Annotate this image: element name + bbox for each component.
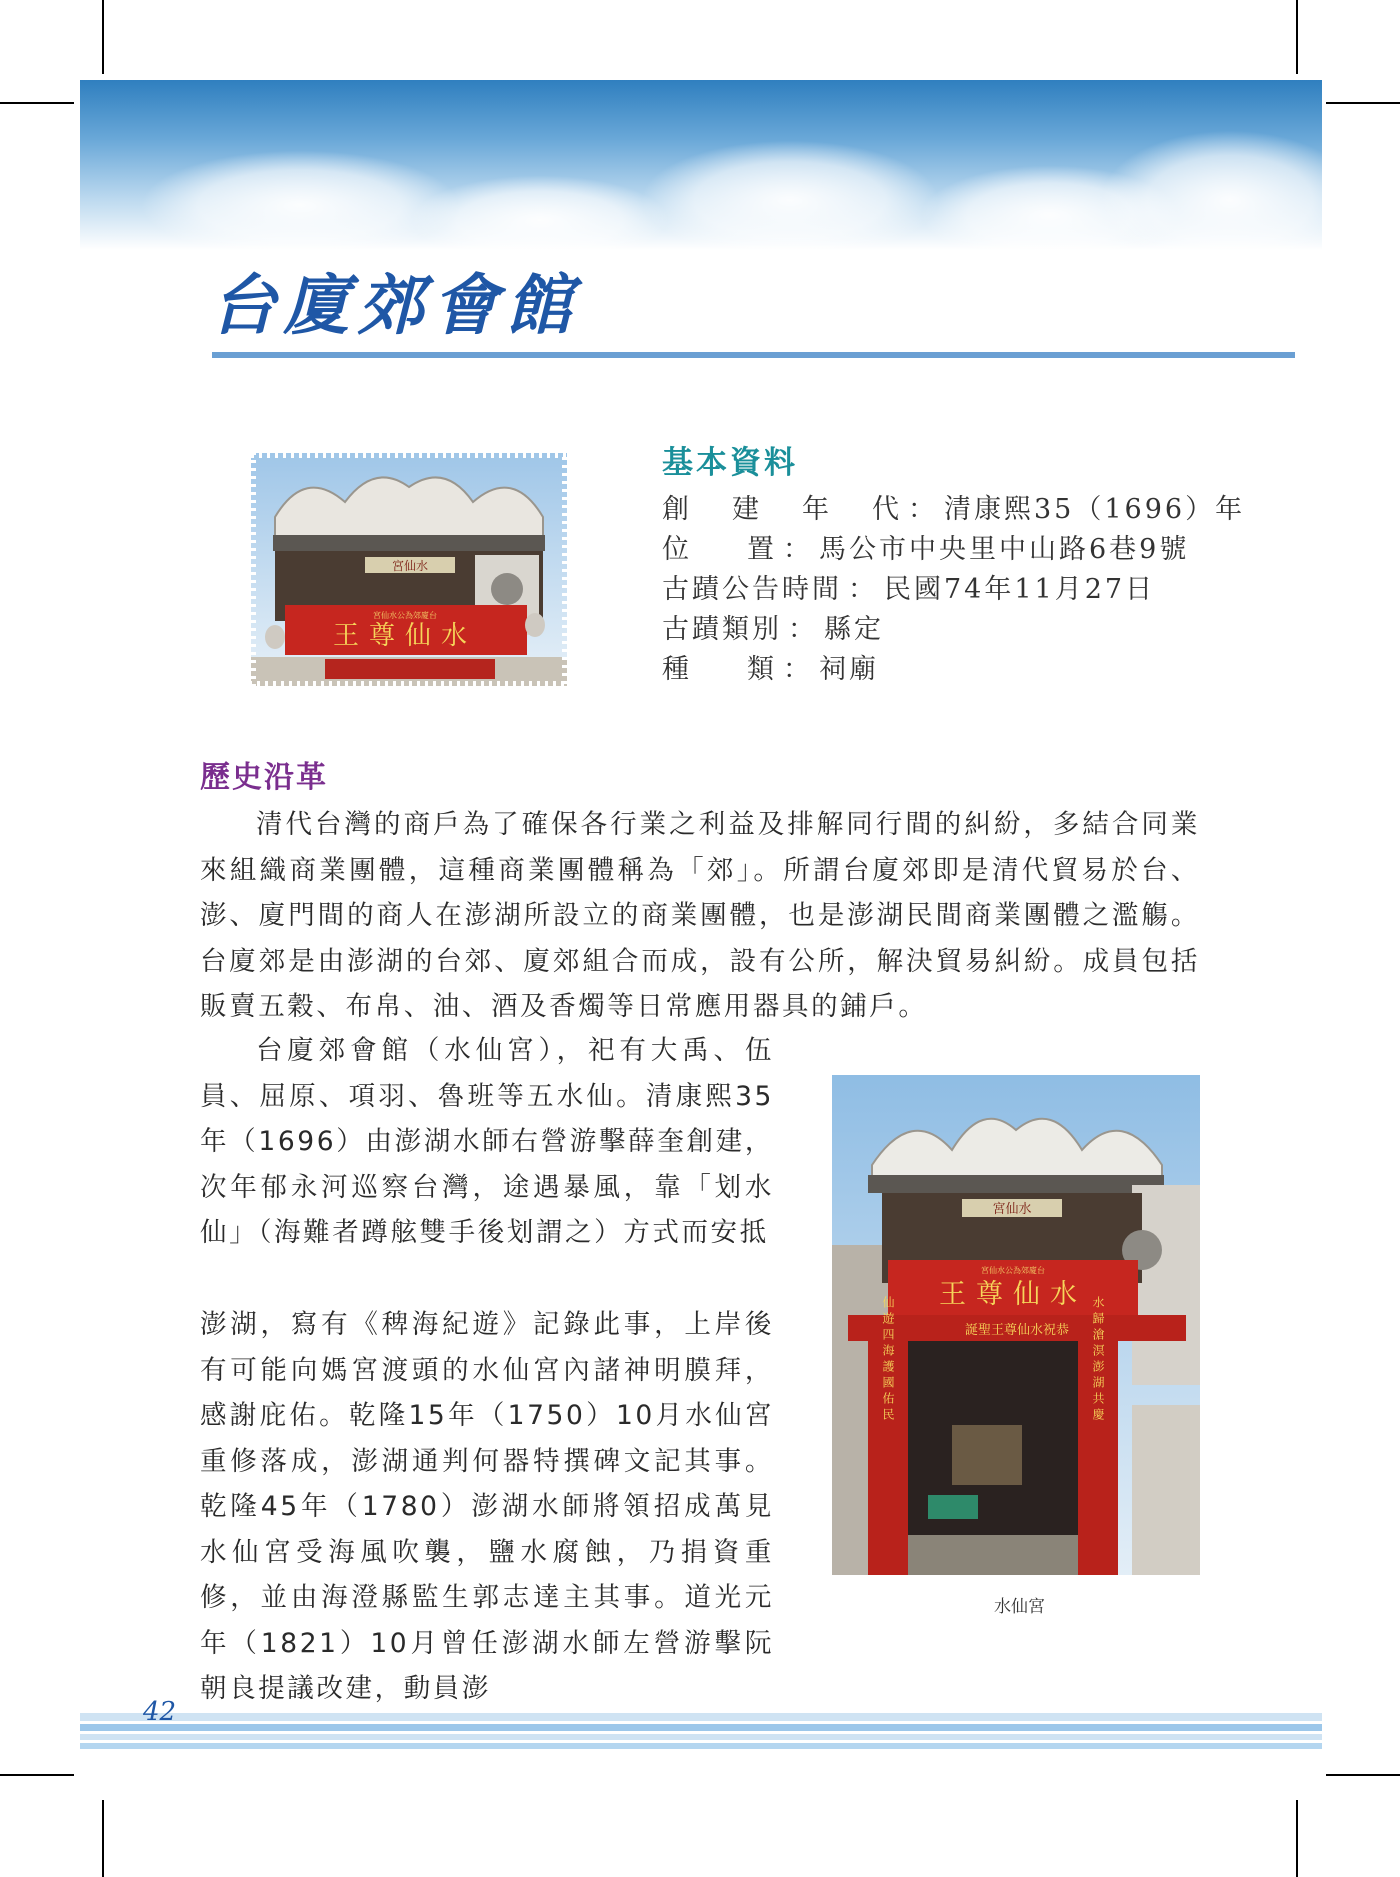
cloud [640,140,940,250]
footer-band [80,1724,1322,1731]
photo1-small-plaque-text: 宮仙水 [391,559,429,573]
footer-band [80,1743,1322,1749]
info-value: 縣定 [824,614,884,645]
crop-mark [1326,1774,1400,1776]
photo2-small-plaque-text: 宮仙水 [992,1202,1032,1217]
photo1-top-line-text: 宮仙水公為郊廈台 [373,611,437,620]
photo-caption: 水仙宮 [994,1597,1045,1617]
info-value: 民國74年11月27日 [884,574,1156,605]
photo1-plaque-text: 王尊仙水 [332,621,478,651]
info-label: 創建年代 [662,494,902,525]
photo2-right-couplet-text: 水歸滄溟澎湖共慶 [1091,1296,1105,1424]
page-title: 台廈郊會館 [210,266,580,344]
temple-photo-small [245,447,573,692]
basic-info-heading: 基本資料 [662,445,798,481]
crop-mark [1296,0,1298,74]
crop-mark [1296,1800,1298,1877]
info-label: 古蹟公告時間 [662,574,842,605]
basic-info-block [662,437,1245,690]
history-paragraph-2: 台廈郊會館（水仙宮），祀有大禹、伍員、屈原、項羽、魯班等五水仙。清康熙35年（1696）由澎湖水師右營游擊薛奎創建，次年郁永河巡察台灣，途遇暴風，靠「划水仙」（海難者蹲舷雙手後划謂之）方式而安抵 [200,1035,774,1248]
title-underline [212,352,1295,358]
info-value: 馬公市中央里中山路6巷9號 [819,534,1190,565]
crop-mark [102,0,104,74]
sky-header-banner [80,80,1322,250]
info-row-type: 種類 ： 祠廟 [662,650,1245,690]
photo2-top-line-text: 宮仙水公為郊廈台 [981,1266,1045,1275]
info-label: 古蹟類別 [662,614,782,645]
photo2-gate-banner-text: 誕聖王尊仙水祝恭 [964,1323,1070,1338]
crop-mark [1326,102,1400,104]
cloud [1100,130,1322,250]
info-label: 種類 [662,654,777,685]
history-heading: 歷史沿革 [200,760,328,795]
info-value: 祠廟 [819,654,879,685]
info-row-founded: 創建年代 ： 清康熙35（1696）年 [662,490,1245,530]
history-paragraph-1: 清代台灣的商戶為了確保各行業之利益及排解同行間的糾紛，多結合同業來組織商業團體，這種商業團體稱為「郊」。所謂台廈郊即是清代貿易於台、澎、廈門間的商人在澎湖所設立的商業團體，也是澎湖民間商業團體之濫觴。台廈郊是由澎湖的台郊、廈郊組合而成，設有公所，解決貿易糾紛。成員包括販賣五穀、布帛、油、酒及香燭等日常應用器具的鋪戶。 [200,809,1200,1022]
temple-gate-photo [832,1075,1200,1575]
info-row-location: 位置 ： 馬公市中央里中山路6巷9號 [662,530,1245,570]
footer-band [80,1734,1322,1740]
photo2-left-couplet-text: 仙遊四海護國佑民 [881,1296,895,1424]
crop-mark [0,1774,74,1776]
info-label: 位置 [662,534,777,565]
info-value: 清康熙35（1696）年 [944,494,1246,525]
crop-mark [0,102,74,104]
footer-band [80,1713,1322,1721]
page-number: 42 [143,1697,177,1727]
cloud [140,150,460,250]
photo2-plaque-text: 王尊仙水 [939,1279,1087,1310]
info-row-announce-date: 古蹟公告時間 ： 民國74年11月27日 [662,570,1245,610]
history-paragraph-2-continued: 澎湖，寫有《稗海紀遊》記錄此事，上岸後有可能向媽宮渡頭的水仙宮內諸神明膜拜，感謝庇佑。乾隆15年（1750）10月水仙宮重修落成，澎湖通判何器特撰碑文記其事。乾隆45年（1780）澎湖水師將領招成萬見水仙宮受海風吹襲，鹽水腐蝕，乃捐資重修，並由海澄縣監生郭志達主其事。道光元年（1821）10月曾任澎湖水師左營游擊阮朝良提議改建，動員澎 [200,1309,774,1704]
info-row-category: 古蹟類別 ： 縣定 [662,610,1245,650]
crop-mark [102,1800,104,1877]
